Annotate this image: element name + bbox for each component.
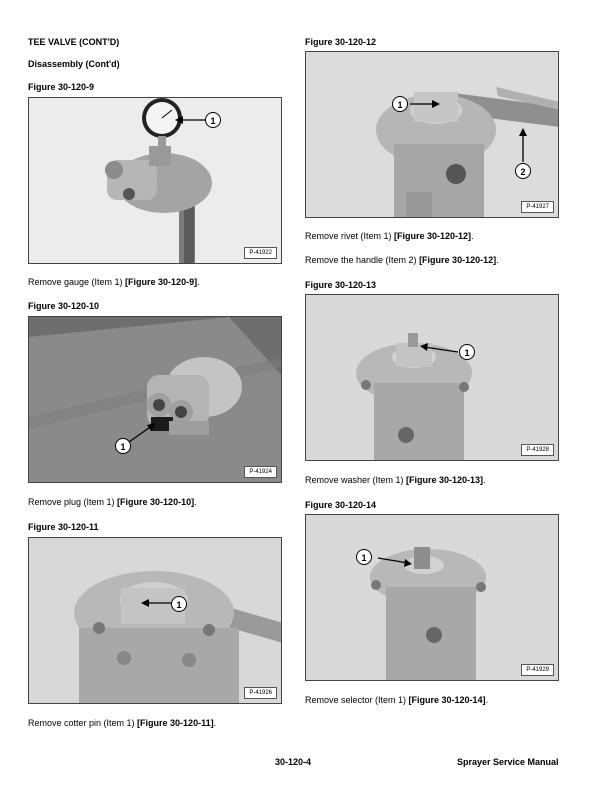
- caption-secondary: Remove the handle (Item 2) [Figure 30-120-12].: [305, 255, 499, 265]
- photo-code: P-41926: [244, 687, 277, 699]
- caption: Remove gauge (Item 1) [Figure 30-120-9].: [28, 277, 200, 287]
- photo-code: P-41924: [244, 466, 277, 478]
- figure-label: Figure 30-120-11: [28, 522, 99, 532]
- figure-photo-cotter-pin: [28, 537, 282, 704]
- figure-label: Figure 30-120-10: [28, 301, 100, 311]
- caption: Remove selector (Item 1) [Figure 30-120-14].: [305, 695, 489, 705]
- photo-code: P-41928: [521, 444, 554, 456]
- photo-code: P-41929: [521, 664, 554, 676]
- callout-1: 1: [356, 549, 372, 565]
- callout-2: 2: [515, 163, 531, 179]
- figure-label: Figure 30-120-12: [305, 37, 377, 47]
- caption: Remove cotter pin (Item 1) [Figure 30-120-11].: [28, 718, 217, 728]
- manual-title: Sprayer Service Manual: [457, 757, 559, 767]
- subsection-title: Disassembly (Cont'd): [28, 59, 120, 69]
- photo-code: P-41927: [521, 201, 554, 213]
- callout-1: 1: [459, 344, 475, 360]
- callout-1: 1: [115, 438, 131, 454]
- caption: Remove plug (Item 1) [Figure 30-120-10].: [28, 497, 197, 507]
- section-title: TEE VALVE (CONT'D): [28, 37, 120, 47]
- figure-photo-plug: [28, 316, 282, 483]
- figure-label: Figure 30-120-13: [305, 280, 377, 290]
- callout-1: 1: [205, 112, 221, 128]
- figure-photo-selector: [305, 514, 559, 681]
- caption: Remove washer (Item 1) [Figure 30-120-13].: [305, 475, 486, 485]
- figure-label: Figure 30-120-14: [305, 500, 377, 510]
- page-number: 30-120-4: [275, 757, 312, 767]
- photo-code: P-41922: [244, 247, 277, 259]
- figure-photo-rivet-handle: [305, 51, 559, 218]
- figure-photo-washer: [305, 294, 559, 461]
- figure-photo-gauge: [28, 97, 282, 264]
- callout-1: 1: [392, 96, 408, 112]
- figure-label: Figure 30-120-9: [28, 82, 95, 92]
- callout-1: 1: [171, 596, 187, 612]
- caption: Remove rivet (Item 1) [Figure 30-120-12].: [305, 231, 474, 241]
